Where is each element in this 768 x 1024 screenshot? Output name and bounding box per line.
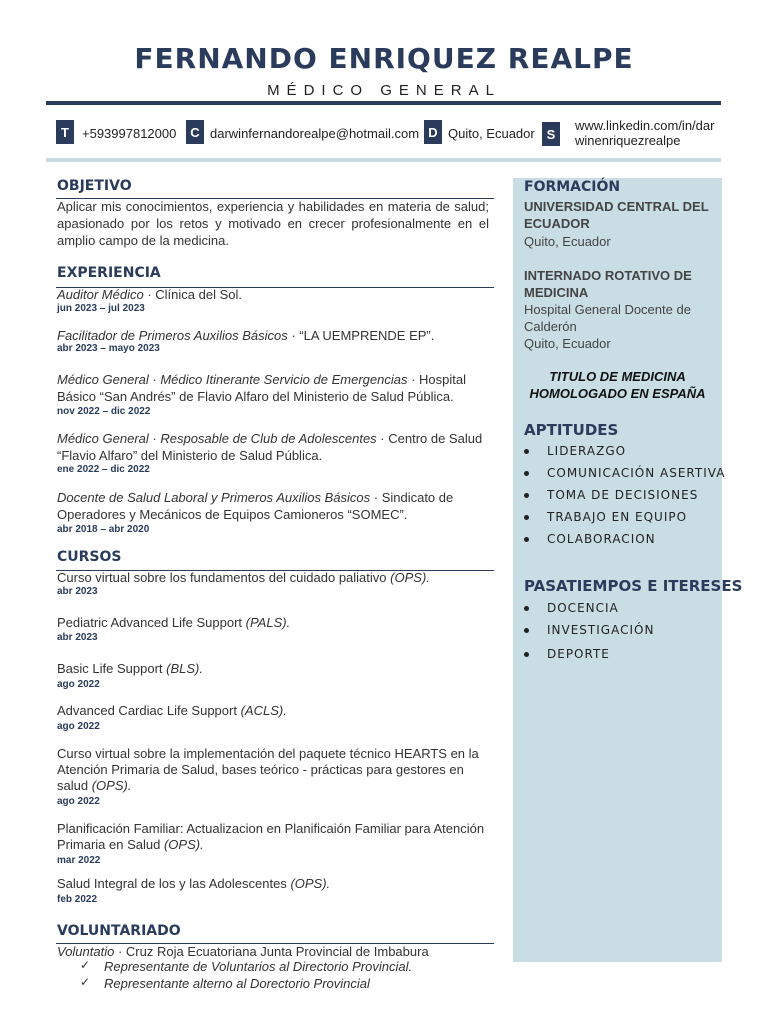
checkmark-icon: ✓: [80, 958, 91, 972]
education-location: Calderón: [524, 319, 577, 334]
experience-role: Médico General: [57, 431, 149, 446]
experience-place: “LA UEMPRENDE EP”.: [299, 328, 435, 343]
bullet-icon: [524, 628, 529, 633]
course-line: [57, 836, 204, 853]
bullet-icon: [524, 652, 529, 657]
education-institution: MEDICINA: [524, 285, 589, 300]
experience-date: jun 2023 – jul 2023: [57, 303, 145, 314]
course-provider: (PALS).: [245, 615, 291, 630]
objetivo-line-2: apasionado por los retos y motivado en crecer profesionalmente en el: [57, 216, 489, 231]
skill-label: COMUNICACIÓN ASERTIVA: [547, 466, 726, 480]
course-line: [57, 569, 430, 586]
experience-entry: [57, 286, 242, 303]
linkedin-text-line1: www.linkedin.com/in/dar: [575, 118, 715, 133]
experiencia-heading: EXPERIENCIA: [57, 265, 161, 281]
experience-role: Auditor Médico: [57, 287, 144, 302]
experience-entry: [57, 371, 466, 388]
course-line: [57, 777, 131, 794]
skill-item: [524, 532, 656, 546]
course-line: [57, 614, 290, 631]
pasatiempos-heading: PASATIEMPOS E ITERESES: [524, 577, 743, 595]
course-date: mar 2022: [57, 855, 101, 866]
bullet-icon: [524, 606, 529, 611]
course-provider: (OPS).: [163, 837, 204, 852]
phone-text: +593997812000: [82, 126, 177, 141]
skill-item: [524, 466, 725, 480]
skill-item: [524, 510, 687, 524]
course-provider: (OPS).: [290, 876, 331, 891]
linkedin-text-line2: winenriquezrealpe: [575, 133, 681, 148]
location-badge: D: [424, 120, 442, 144]
bullet-icon: [524, 493, 529, 498]
experience-org: Médico Itinerante Servicio de Emergencias: [160, 372, 408, 387]
skill-label: LIDERAZGO: [547, 444, 627, 458]
email-badge: C: [186, 120, 204, 144]
experience-separator: ·: [143, 287, 156, 302]
education-location: Quito, Ecuador: [524, 336, 611, 351]
course-date: feb 2022: [57, 894, 98, 905]
checkmark-icon: ✓: [80, 975, 91, 989]
course-line: [57, 660, 203, 677]
experience-entry: [57, 489, 453, 506]
experience-line-2: “Flavio Alfaro” del Ministerio de Salud Pública.: [57, 448, 323, 463]
experience-role: Facilitador de Primeros Auxilios Básicos: [57, 328, 288, 343]
course-name: Basic Life Support: [57, 661, 163, 676]
course-date: ago 2022: [57, 721, 100, 732]
course-line: [57, 875, 330, 892]
skill-item: [524, 444, 626, 458]
experience-separator: ·: [148, 431, 161, 446]
course-date: ago 2022: [57, 796, 100, 807]
experience-place: Hospital: [419, 372, 466, 387]
course-name: Advanced Cardiac Life Support: [57, 703, 237, 718]
hobby-label: INVESTIGACIÓN: [547, 623, 655, 637]
bullet-icon: [524, 449, 529, 454]
experience-org: Resposable de Club de Adolescentes: [160, 431, 377, 446]
hobby-item: [524, 647, 610, 661]
experience-separator: ·: [376, 431, 389, 446]
course-line: Planificación Familiar: Actualizacion en Planificaión Familiar para Atención: [57, 821, 485, 836]
homologation-note: HOMOLOGADO EN ESPAÑA: [529, 386, 706, 401]
hobby-item: [524, 623, 654, 637]
candidate-name: FERNANDO ENRIQUEZ REALPE: [134, 42, 634, 75]
hobby-label: DEPORTE: [547, 647, 610, 661]
course-date: ago 2022: [57, 679, 100, 690]
phone-badge: T: [56, 120, 74, 144]
aptitudes-heading: APTITUDES: [524, 421, 619, 439]
experience-place: Sindicato de: [381, 490, 454, 505]
skill-item: [524, 488, 698, 502]
bullet-icon: [524, 515, 529, 520]
objetivo-heading: OBJETIVO: [57, 178, 132, 194]
education-institution: ECUADOR: [524, 216, 590, 231]
course-provider: (BLS).: [166, 661, 203, 676]
volunteer-org: Cruz Roja Ecuatoriana Junta Provincial de Imbabura: [125, 944, 429, 959]
formacion-heading: FORMACIÓN: [524, 179, 621, 195]
skill-label: COLABORACION: [547, 532, 656, 546]
objetivo-line-3: amplio campo de la medicina.: [57, 233, 229, 248]
experience-separator: ·: [148, 372, 161, 387]
course-provider: (OPS).: [91, 778, 132, 793]
volunteer-separator: ·: [114, 944, 126, 959]
course-line: [57, 702, 287, 719]
course-date: abr 2023: [57, 632, 98, 643]
experience-separator: ·: [287, 328, 300, 343]
course-name: Primaria en Salud: [57, 837, 161, 852]
volunteer-role: Voluntatio: [57, 944, 115, 959]
education-location: Hospital General Docente de: [524, 302, 691, 317]
experience-date: nov 2022 – dic 2022: [57, 406, 151, 417]
education-institution: INTERNADO ROTATIVO DE: [524, 268, 692, 283]
homologation-note: TITULO DE MEDICINA: [549, 369, 686, 384]
course-name: Salud Integral de los y las Adolescentes: [57, 876, 287, 891]
course-name: salud: [57, 778, 89, 793]
job-title: MÉDICO GENERAL: [267, 82, 501, 99]
experience-line-2: Operadores y Mecánicos de Equipos Camioneros “SOMEC”.: [57, 507, 408, 522]
course-line: Curso virtual sobre la implementación del paquete técnico HEARTS en la: [57, 746, 479, 761]
voluntariado-heading: VOLUNTARIADO: [57, 923, 181, 939]
course-name: Curso virtual sobre los fundamentos del cuidado paliativo: [57, 570, 387, 585]
experience-date: abr 2018 – abr 2020: [57, 524, 150, 535]
experience-date: abr 2023 – mayo 2023: [57, 343, 160, 354]
experience-entry: [57, 430, 482, 447]
experience-date: ene 2022 – dic 2022: [57, 464, 150, 475]
experience-place: Clínica del Sol.: [155, 287, 242, 302]
experience-line-2: Básico “San Andrés” de Flavio Alfaro del Ministerio de Salud Pública.: [57, 389, 454, 404]
experience-separator: ·: [407, 372, 420, 387]
bullet-icon: [524, 471, 529, 476]
education-location: Quito, Ecuador: [524, 234, 611, 249]
skill-label: TOMA DE DECISIONES: [547, 488, 699, 502]
volunteer-duty: Representante de Voluntarios al Directorio Provincial.: [104, 959, 413, 974]
experience-role: Docente de Salud Laboral y Primeros Auxilios Básicos: [57, 490, 371, 505]
header-divider: [46, 101, 721, 105]
course-name: Pediatric Advanced Life Support: [57, 615, 243, 630]
course-line: Atención Primaria de Salud, bases teórico - prácticas para gestores en: [57, 762, 464, 777]
hobby-label: DOCENCIA: [547, 601, 619, 615]
bullet-icon: [524, 537, 529, 542]
volunteer-duty: Representante alterno al Dorectorio Provincial: [104, 976, 370, 991]
course-provider: (ACLS).: [240, 703, 287, 718]
course-date: abr 2023: [57, 586, 98, 597]
skill-label: TRABAJO EN EQUIPO: [547, 510, 688, 524]
hobby-item: [524, 601, 619, 615]
contact-divider: [46, 158, 721, 162]
objetivo-line-1: Aplicar mis conocimientos, experiencia y habilidades en materia de salud;: [57, 199, 489, 214]
experience-role: Médico General: [57, 372, 149, 387]
experience-separator: ·: [370, 490, 382, 505]
linkedin-badge: S: [542, 122, 560, 146]
location-text: Quito, Ecuador: [448, 126, 535, 141]
experience-place: Centro de Salud: [388, 431, 483, 446]
email-text: darwinfernandorealpe@hotmail.com: [210, 126, 420, 141]
experience-entry: [57, 327, 434, 344]
education-institution: UNIVERSIDAD CENTRAL DEL: [524, 199, 709, 214]
cursos-heading: CURSOS: [57, 549, 122, 565]
course-provider: (OPS).: [390, 570, 430, 585]
